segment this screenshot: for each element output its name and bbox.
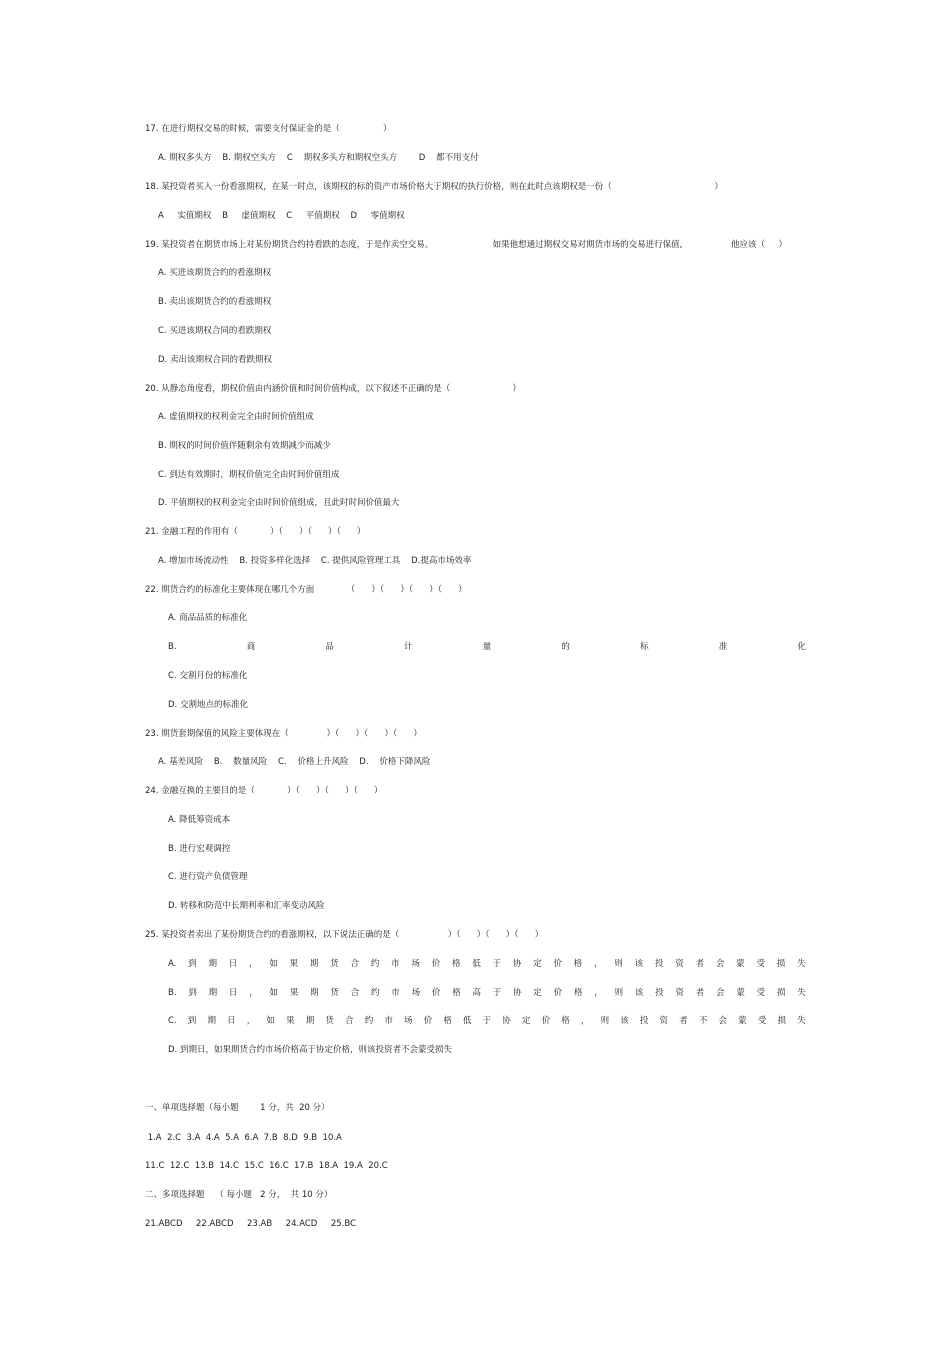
q25-option-c-char: 不: [698, 1016, 708, 1026]
q25-option-c-char: 蒙: [738, 1016, 747, 1026]
q25-option-c-char: 资: [659, 1016, 669, 1026]
q25-option-c-char: 协: [502, 1016, 511, 1026]
q25-option-a-char: ，: [249, 959, 258, 969]
q25-option-b-char: 市: [391, 988, 400, 998]
q25-option-a-char: 价: [553, 959, 563, 969]
q25-option-b-char: 价: [553, 988, 563, 998]
q25-option-b-char: 日: [228, 988, 238, 998]
q25-option-b-char: 果: [289, 988, 299, 998]
q25-option-b-char: B.: [168, 988, 177, 998]
q25-option-b-char: 定: [533, 988, 542, 998]
q19-stem: 19. 某投资者在期货市场上对某份期货合约持看跌的态度，于是作卖空交易。 如果他想通过期权交易对期货市场的交易进行保值, 他应该（ ）: [145, 240, 788, 250]
q25-option-c-char: 投: [639, 1016, 649, 1026]
q22-option-b-char: 的: [561, 642, 570, 652]
q25-option-c-char: 则: [600, 1016, 610, 1026]
q25-option-a-char: 损: [776, 959, 786, 969]
q21-stem: 21. 金融工程的作用有（ ）（ ）（ ）（ ）: [145, 527, 366, 537]
q25-option-c-char: 低: [462, 1016, 472, 1026]
q25-option-c-char: 于: [482, 1016, 492, 1026]
q25-option-c-char: 场: [404, 1016, 413, 1026]
q25-option-a-char: ，: [594, 959, 603, 969]
q25-option-a-char: 于: [492, 959, 502, 969]
q25-option-c-char: 者: [679, 1016, 688, 1026]
q25-option-a-char: 该: [634, 959, 644, 969]
q25-option-a-char: 失: [797, 959, 806, 969]
q25-option-b-char: 于: [492, 988, 502, 998]
q22-option-b-char: 品: [325, 642, 334, 652]
q25-option-c-char: 市: [384, 1016, 393, 1026]
q25-option-c-char: 货: [325, 1016, 334, 1026]
q25-option-b-char: 损: [776, 988, 786, 998]
q25-option-c-char: 日: [227, 1016, 236, 1026]
q25-option-b-char: 期: [208, 988, 218, 998]
q22-option-b-char: 化: [797, 642, 806, 652]
q17-stem: 17. 在进行期权交易的时候，需要支付保证金的是（ ）: [145, 124, 392, 134]
q25-option-c-char: 期: [305, 1016, 315, 1026]
q25-option-b-char: 投: [655, 988, 664, 998]
q25-option-c-char: C.: [168, 1016, 177, 1026]
q25-option-a-char: 协: [512, 959, 522, 969]
q19-option-b: B. 卖出该期货合约的看涨期权: [158, 297, 272, 307]
q25-option-a-char: 格: [573, 959, 583, 969]
q25-option-a-char: 期: [309, 959, 319, 969]
q25-option-c-char: 损: [777, 1016, 786, 1026]
q25-option-c-char: 价: [541, 1016, 551, 1026]
q25-option-c-char: 格: [561, 1016, 570, 1026]
q25-option-c-char: 到: [187, 1016, 197, 1026]
q25-option-a-char: 低: [472, 959, 481, 969]
q25-option-b-char: 高: [472, 988, 481, 998]
q25-option-b-char: 到: [188, 988, 197, 998]
q25-option-c: [168, 1015, 806, 1027]
q25-option-a-char: 场: [411, 959, 420, 969]
q25-option-b-char: 者: [695, 988, 705, 998]
answers-section2-heading: 二、多项选择题 （ 每小题 2 分， 共 10 分）: [145, 1190, 333, 1200]
q25-option-c-char: 格: [443, 1016, 452, 1026]
q18-options: A 实值期权 B 虚值期权 C 平值期权 D 零值期权: [158, 211, 405, 221]
q20-option-a: A. 虚值期权的权利金完全由时间价值组成: [158, 412, 314, 422]
q19-option-d: D. 卖出该期权合同的看跌期权: [158, 355, 272, 365]
q22-option-c: C. 交割月份的标准化: [168, 671, 248, 681]
q25-option-c-char: 该: [620, 1016, 629, 1026]
q18-stem: 18. 某投资者买入一份看涨期权，在某一时点，该期权的标的资产市场价格大于期权的执行价格，则在此时点该期权是一份（ ）: [145, 182, 723, 192]
q22-option-b-char: B.: [168, 642, 177, 652]
q25-option-c-char: 定: [521, 1016, 531, 1026]
q25-option-a-char: 则: [614, 959, 623, 969]
q25-option-b-char: 蒙: [736, 988, 745, 998]
q25-option-c-char: 价: [423, 1016, 433, 1026]
q23-stem: 23. 期货套期保值的风险主要体现在（ ）（ ）（ ）（ ）: [145, 729, 422, 739]
q21-options: A. 增加市场流动性 B. 投资多样化选择 C. 提供风险管理工具 D.提高市场效率: [158, 556, 472, 566]
q25-option-b-char: 受: [756, 988, 766, 998]
q24-option-a: A. 降低筹资成本: [168, 815, 231, 825]
q24-option-d: D. 转移和防范中长期利率和汇率变动风险: [168, 901, 325, 911]
q25-option-a-char: 格: [452, 959, 461, 969]
q25-option-b-char: 货: [330, 988, 339, 998]
q25-option-a-char: 果: [289, 959, 299, 969]
q25-option-d: D. 到期日，如果期货合约市场价格高于协定价格，则该投资者不会蒙受损失: [168, 1045, 452, 1055]
q19-option-a: A. 买进该期货合约的看涨期权: [158, 268, 272, 278]
q25-option-b-char: 该: [634, 988, 644, 998]
q25-option-b-char: 失: [797, 988, 806, 998]
q22-option-d: D. 交割地点的标准化: [168, 700, 248, 710]
q25-option-c-char: 果: [286, 1016, 295, 1026]
q25-stem: 25. 某投资者卖出了某份期货合约的看涨期权，以下说法正确的是（ ）（ ）（ ）（ ）: [145, 930, 544, 940]
q25-option-a-char: 投: [654, 959, 664, 969]
q25-option-c-char: 期: [207, 1016, 216, 1026]
q22-option-b-char: 量: [482, 642, 492, 652]
q25-option-b-char: 约: [371, 988, 380, 998]
q25-option-b-char: 合: [350, 988, 360, 998]
q25-option-a: [168, 958, 806, 970]
q25-option-c-char: 失: [797, 1016, 806, 1026]
q25-option-a-char: 到: [188, 959, 197, 969]
q25-option-a-char: 如: [269, 959, 278, 969]
q25-option-b-char: 会: [716, 988, 725, 998]
q25-option-a-char: 价: [431, 959, 441, 969]
answers-section2-row: 21.ABCD 22.ABCD 23.AB 24.ACD 25.BC: [145, 1219, 356, 1229]
q22-option-b-char: 商: [246, 642, 256, 652]
q23-options: A. 基差风险 B. 数量风险 C. 价格上升风险 D. 价格下降风险: [158, 757, 431, 767]
q25-option-c-char: ，: [246, 1016, 256, 1026]
q22-option-a: A. 商品品质的标准化: [168, 613, 248, 623]
answers-section1-row2: 11.C 12.C 13.B 14.C 15.C 16.C 17.B 18.A 19.A 20.C: [145, 1161, 388, 1171]
q22-option-b: [168, 641, 806, 653]
q25-option-a-char: 定: [533, 959, 542, 969]
q24-stem: 24. 金融互换的主要目的是（ ）（ ）（ ）（ ）: [145, 786, 383, 796]
q25-option-c-char: 约: [364, 1016, 374, 1026]
answers-section1-row1: 1.A 2.C 3.A 4.A 5.A 6.A 7.B 8.D 9.B 10.A: [145, 1133, 342, 1143]
q25-option-a-char: 约: [370, 959, 380, 969]
q22-option-b-char: 标: [640, 642, 649, 652]
q19-option-c: C. 买进该期权合同的看跌期权: [158, 326, 272, 336]
q20-stem: 20. 从静态角度看，期权价值由内涵价值和时间价值构成，以下叙述不正确的是（ ）: [145, 384, 521, 394]
q25-option-c-char: ，: [580, 1016, 590, 1026]
q25-option-a-char: 蒙: [736, 959, 745, 969]
q25-option-b-char: 场: [411, 988, 421, 998]
q25-option-a-char: 货: [330, 959, 339, 969]
q25-option-a-char: 日: [228, 959, 238, 969]
q25-option-a-char: 合: [350, 959, 360, 969]
q25-option-c-char: 合: [345, 1016, 354, 1026]
q20-option-c: C. 到达有效期时，期权价值完全由时间价值组成: [158, 470, 340, 480]
q20-option-b: B. 期权的时间价值伴随剩余有效期减少而减少: [158, 441, 331, 451]
q25-option-b-char: 期: [310, 988, 319, 998]
q25-option-b-char: 如: [269, 988, 279, 998]
q25-option-a-char: 资: [675, 959, 684, 969]
answers-section1-heading: 一、单项选择题（每小题 1 分，共 20 分）: [145, 1103, 330, 1113]
q22-option-b-char: 计: [404, 642, 413, 652]
q25-option-b-char: 格: [573, 988, 583, 998]
q25-option-b-char: 资: [675, 988, 684, 998]
q20-option-d: D. 平值期权的权利金完全由时间价值组成，且此时时间价值最大: [158, 498, 400, 508]
q22-stem: 22. 期货合约的标准化主要体现在哪几个方面 （ ）（ ）（ ）（ ）: [145, 585, 467, 595]
q25-option-b-char: ，: [249, 988, 258, 998]
q25-option-b-char: 格: [452, 988, 461, 998]
q25-option-a-char: A.: [168, 959, 177, 969]
q22-option-b-char: 准: [718, 642, 728, 652]
q24-option-b: B. 进行宏观调控: [168, 844, 231, 854]
q25-option-a-char: 会: [715, 959, 725, 969]
q25-option-c-char: 受: [757, 1016, 767, 1026]
q25-option-b-char: 协: [513, 988, 522, 998]
q25-option-a-char: 受: [756, 959, 765, 969]
q25-option-a-char: 期: [208, 959, 217, 969]
q25-option-c-char: 如: [266, 1016, 275, 1026]
q24-option-c: C. 进行资产负债管理: [168, 872, 248, 882]
q25-option-c-char: 会: [718, 1016, 728, 1026]
q25-option-a-char: 市: [391, 959, 400, 969]
q25-option-b-char: ，: [594, 988, 603, 998]
q25-option-b-char: 则: [614, 988, 624, 998]
q25-option-b-char: 价: [431, 988, 441, 998]
q17-options: A. 期权多头方 B. 期权空头方 C 期权多头方和期权空头方 D 都不用支付: [158, 153, 479, 163]
q25-option-b: [168, 987, 806, 999]
q25-option-a-char: 者: [695, 959, 705, 969]
